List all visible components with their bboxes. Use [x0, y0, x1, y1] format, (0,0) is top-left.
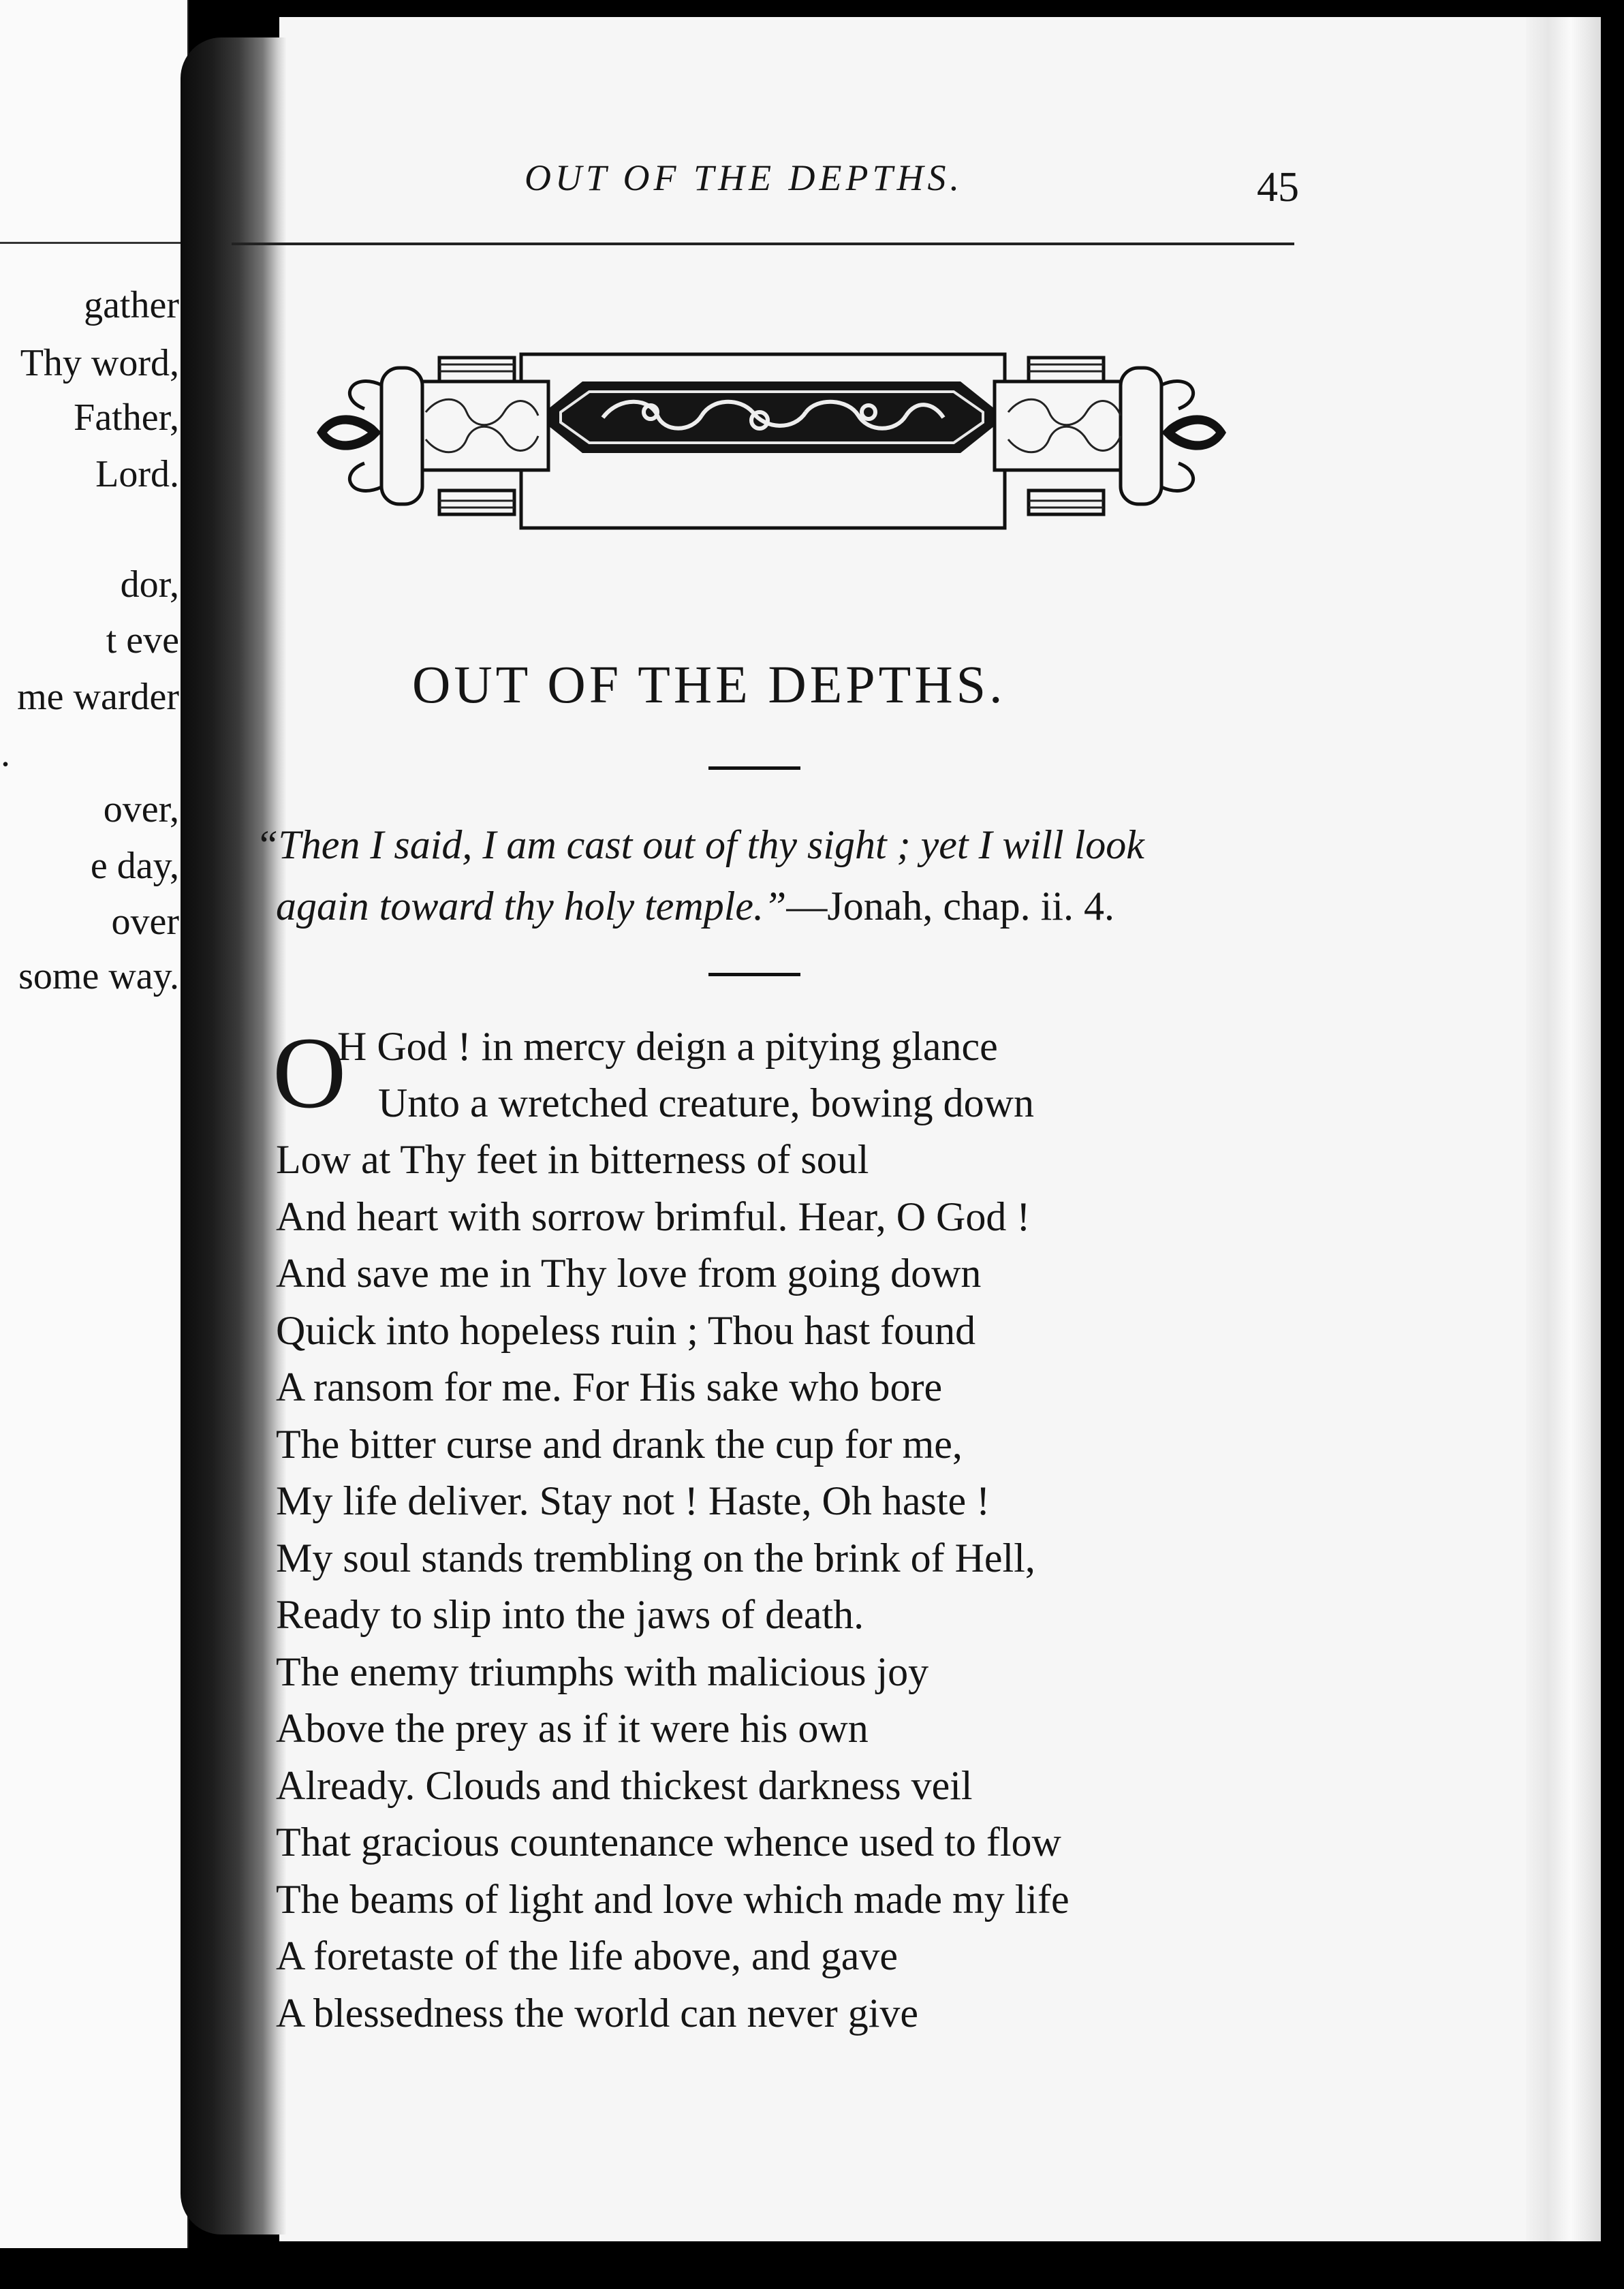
poem-line: A foretaste of the life above, and gave: [276, 1933, 898, 1978]
poem-line: The beams of light and love which made my life: [276, 1876, 1069, 1922]
left-page-line: over,: [103, 788, 179, 830]
poem-line: Quick into hopeless ruin ; Thou hast found: [276, 1307, 976, 1353]
epigraph-line-1: “Then I said, I am cast out of thy sight ; yet I will look: [255, 822, 1144, 867]
poem-body: [276, 1132, 1069, 2042]
left-page-line: t eve: [106, 619, 179, 661]
poem-line: And heart with sorrow brimful. Hear, O God !: [276, 1194, 1031, 1239]
left-page-line: dor,: [120, 563, 179, 606]
epigraph: [255, 814, 1144, 937]
epigraph-reference: —Jonah, chap. ii. 4.: [786, 884, 1114, 929]
poem-line: The enemy triumphs with malicious joy: [276, 1649, 929, 1694]
poem-line: Already. Clouds and thickest darkness veil: [276, 1762, 973, 1808]
epigraph-line-2: [255, 875, 1144, 937]
left-page-line: me warder: [17, 676, 179, 718]
left-page-line: Father,: [74, 396, 179, 439]
left-page-line: gather: [84, 284, 179, 326]
poem-line: And save me in Thy love from going down: [276, 1251, 982, 1296]
binding-gutter-shadow: [181, 37, 286, 2234]
poem-line-2: Unto a wretched creature, bowing down: [378, 1080, 1034, 1125]
poem-line-1: H God ! in mercy deign a pitying glance: [337, 1024, 998, 1069]
running-head: OUT OF THE DEPTHS.: [525, 157, 964, 198]
left-page-line: e day,: [90, 845, 179, 887]
poem-line: Low at Thy feet in bitterness of soul: [276, 1137, 869, 1182]
poem-line: My soul stands trembling on the brink of Hell,: [276, 1535, 1035, 1580]
poem-line: That gracious countenance whence used to flow: [276, 1820, 1061, 1865]
left-page-line: Thy word,: [20, 342, 179, 384]
left-page-line: .: [1, 732, 10, 775]
poem-line: My life deliver. Stay not ! Haste, Oh haste !: [276, 1478, 990, 1523]
left-facing-page: [0, 0, 189, 2248]
poem-line: A ransom for me. For His sake who bore: [276, 1365, 943, 1410]
poem-title: OUT OF THE DEPTHS.: [412, 655, 1006, 714]
poem-line: The bitter curse and drank the cup for me,: [276, 1421, 963, 1467]
page-edge: [1526, 17, 1601, 2241]
poem-line: A blessedness the world can never give: [276, 1990, 919, 2036]
poem-line: Above the prey as if it were his own: [276, 1706, 869, 1751]
head-rule: [232, 243, 1294, 245]
left-page-line: Lord.: [95, 453, 179, 495]
epigraph-quote-end: again toward thy holy temple.”: [276, 884, 787, 929]
poem-line: Ready to slip into the jaws of death.: [276, 1592, 864, 1637]
drop-cap: O: [272, 1016, 347, 1130]
left-page-line: over: [111, 901, 179, 943]
decorative-headpiece-ornament: [310, 344, 1233, 542]
title-dash-rule: [708, 766, 800, 770]
epigraph-dash-rule: [708, 973, 800, 976]
page-number: 45: [1257, 164, 1299, 211]
left-page-line: some way.: [18, 955, 179, 997]
left-head-rule: [0, 242, 184, 244]
